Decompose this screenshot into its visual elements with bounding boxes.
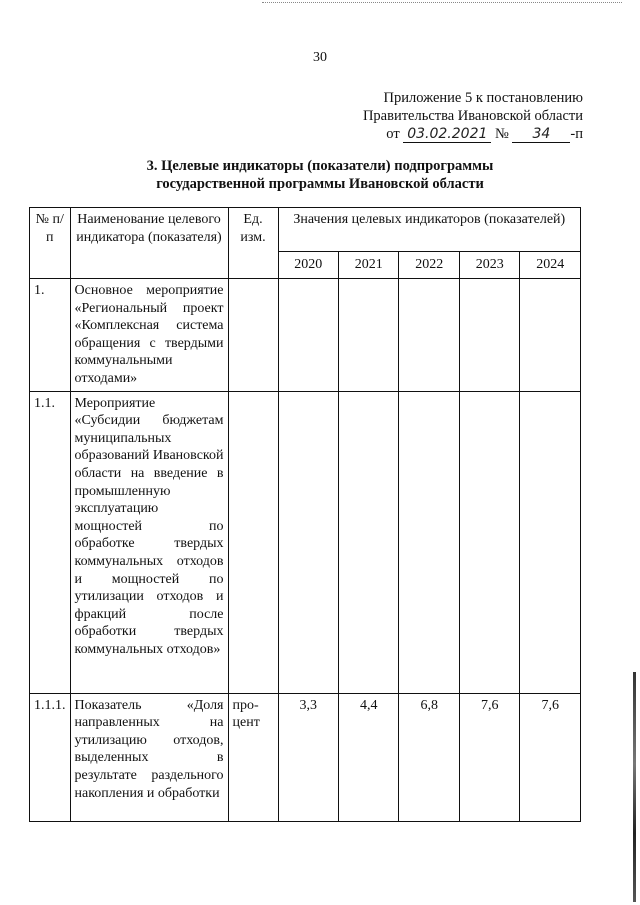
header-values: Значения целевых индикаторов (показателей) <box>278 208 581 252</box>
section-title <box>60 157 580 193</box>
from-label: от <box>386 126 400 142</box>
row-value <box>459 391 519 693</box>
row-value <box>399 279 459 392</box>
row-value: 4,4 <box>338 693 398 821</box>
row-value: 7,6 <box>520 693 581 821</box>
year-header: 2021 <box>338 252 398 279</box>
row-value <box>520 391 581 693</box>
year-header: 2020 <box>278 252 338 279</box>
number-suffix: -п <box>570 126 583 142</box>
number-label: № <box>494 126 509 142</box>
year-header: 2022 <box>399 252 459 279</box>
header-num: № п/п <box>30 208 71 279</box>
row-value <box>278 391 338 693</box>
row-number: 1.1. <box>30 391 71 693</box>
table-header-row <box>30 208 581 252</box>
appendix-line-2: Правительства Ивановской области <box>362 108 583 124</box>
table-row <box>30 279 581 392</box>
header-unit: Ед. изм. <box>228 208 278 279</box>
page-number: 30 <box>313 50 327 65</box>
order-reference-line <box>283 125 583 143</box>
row-unit <box>228 391 278 693</box>
row-value <box>459 279 519 392</box>
row-value <box>399 391 459 693</box>
section-title-line-2: государственной программы Ивановской области <box>156 176 484 192</box>
row-number: 1.1.1. <box>30 693 71 821</box>
row-number: 1. <box>30 279 71 392</box>
handwritten-date: 03.02.2021 <box>403 126 491 143</box>
row-value: 3,3 <box>278 693 338 821</box>
row-value <box>338 391 398 693</box>
appendix-block <box>283 89 583 143</box>
year-header: 2023 <box>459 252 519 279</box>
scan-artifact-top <box>262 2 622 6</box>
row-value: 6,8 <box>399 693 459 821</box>
row-name: Основное мероприятие «Региональный проект «Комплексная система обращения с твердыми коммунальными отходами» <box>70 279 228 392</box>
table-row <box>30 391 581 693</box>
row-value <box>338 279 398 392</box>
section-title-line-1: 3. Целевые индикаторы (показатели) подпрограммы <box>146 158 494 174</box>
indicators-table <box>29 207 581 822</box>
row-name: Показатель «Доля направленных на утилизацию отходов, выделенных в результате раздельного накопления и обработки <box>70 693 228 821</box>
row-value: 7,6 <box>459 693 519 821</box>
table-row <box>30 693 581 821</box>
year-header: 2024 <box>520 252 581 279</box>
row-unit: про-цент <box>228 693 278 821</box>
row-value <box>278 279 338 392</box>
header-name: Наименование целевого индикатора (показателя) <box>70 208 228 279</box>
row-value <box>520 279 581 392</box>
scan-artifact-right-edge <box>633 672 636 902</box>
row-name: Мероприятие «Субсидии бюджетам муниципальных образований Ивановской области на введение в промышленную эксплуатацию мощностей по обработке твердых коммунальных отходов и мощностей по утилизации отходов и фракций после обработки твердых коммунальных отходов» <box>70 391 228 693</box>
row-unit <box>228 279 278 392</box>
appendix-line-1: Приложение 5 к постановлению <box>383 90 583 106</box>
handwritten-number: 34 <box>512 126 570 143</box>
